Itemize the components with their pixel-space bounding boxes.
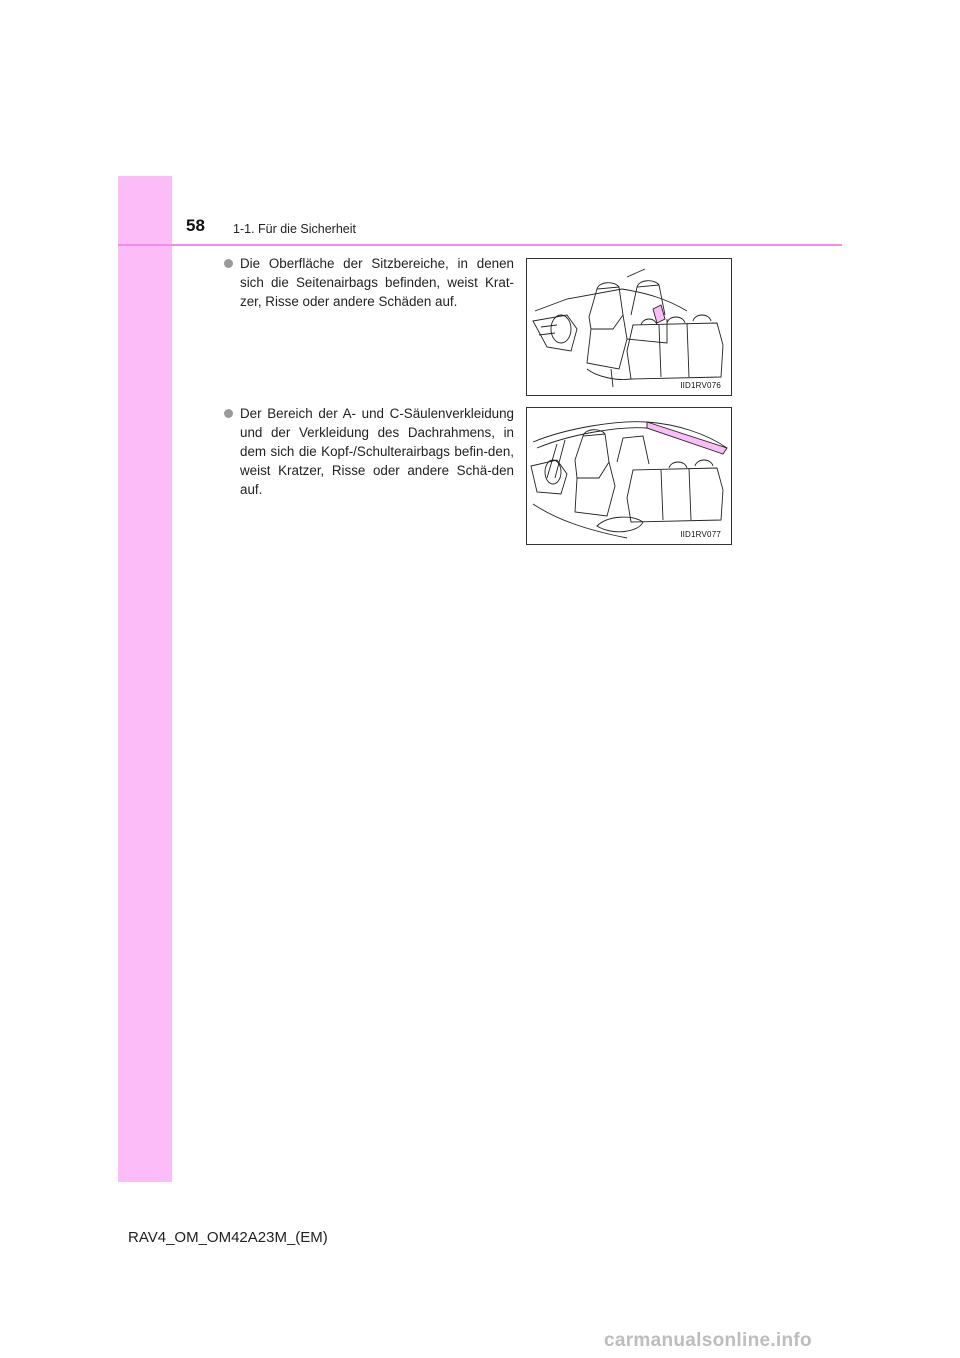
side-margin-band	[118, 176, 172, 1182]
car-interior-curtain-airbag-illustration	[527, 408, 731, 544]
header-divider	[118, 244, 842, 246]
bullet-text: Die Oberfläche der Sitzbereiche, in denen sich die Seitenairbags befinden, weist Krat-zer, Risse oder andere Schäden auf.	[240, 256, 514, 309]
page-number: 58	[186, 216, 205, 235]
figure-curtain-airbag	[526, 407, 732, 545]
bullet-item	[224, 254, 514, 311]
car-interior-side-airbag-illustration	[527, 259, 731, 395]
bullet-text: Der Bereich der A- und C-Säulenverkleidung und der Verkleidung des Dachrahmens, in dem sich die Kopf-/Schulterairbags befin-den, weist Kratzer, Risse oder andere Schä-den auf.	[240, 406, 514, 497]
section-title: 1-1. Für die Sicherheit	[233, 222, 356, 236]
bullet-item	[224, 404, 514, 499]
figure-code: IID1RV076	[680, 381, 721, 390]
figure-code: IID1RV077	[680, 530, 721, 539]
figure-side-airbag	[526, 258, 732, 396]
bullet-icon	[224, 409, 233, 418]
watermark: carmanualsonline.info	[604, 1330, 812, 1351]
bullet-icon	[224, 259, 233, 268]
document-code: RAV4_OM_OM42A23M_(EM)	[128, 1229, 328, 1246]
